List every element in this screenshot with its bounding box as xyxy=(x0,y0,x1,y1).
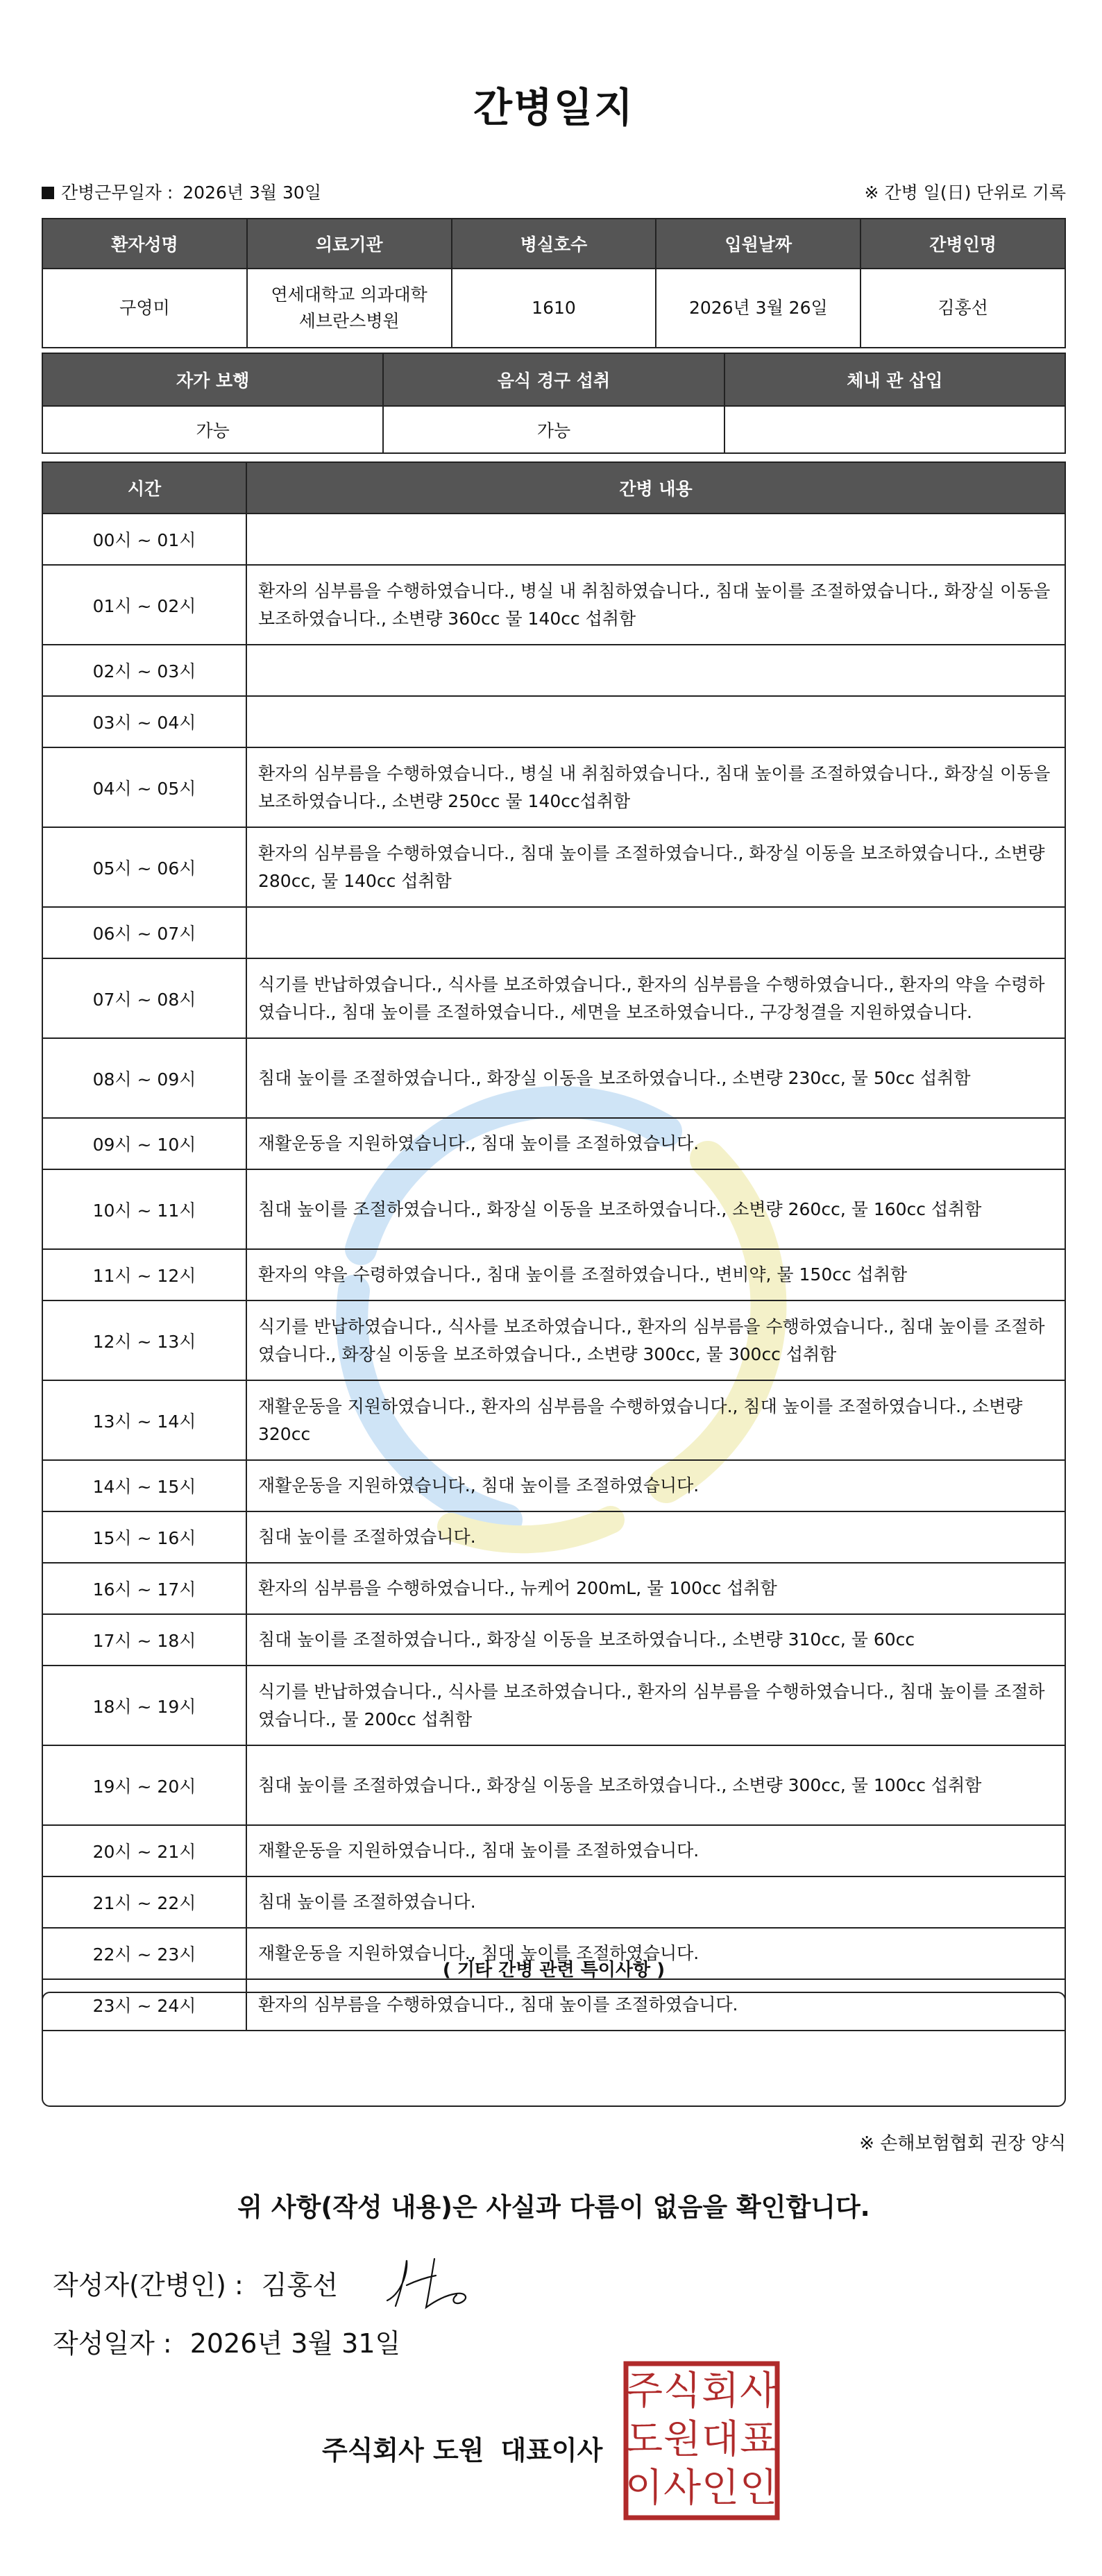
seal-character: 대 xyxy=(701,2417,740,2462)
log-content xyxy=(246,907,1065,958)
log-time: 04시 ~ 05시 xyxy=(42,747,246,827)
log-row xyxy=(42,907,1065,958)
log-content: 환자의 심부름을 수행하였습니다., 병실 내 취침하였습니다., 침대 높이를 조절하였습니다., 화장실 이동을 보조하였습니다., 소변량 250cc 물 140cc섭취함 xyxy=(246,747,1065,827)
company-line xyxy=(322,2429,619,2467)
log-content: 환자의 심부름을 수행하였습니다., 침대 높이를 조절하였습니다. xyxy=(246,1979,1065,2031)
seal-character: 이 xyxy=(625,2466,663,2511)
header-patient-name: 환자성명 xyxy=(42,219,247,269)
log-time: 09시 ~ 10시 xyxy=(42,1118,246,1169)
header-room: 병실호수 xyxy=(452,219,656,269)
header-tube: 체내 관 삽입 xyxy=(724,353,1065,406)
log-time: 00시 ~ 01시 xyxy=(42,514,246,565)
admit-date: 2026년 3월 26일 xyxy=(656,269,861,348)
written-date-line xyxy=(53,2322,400,2360)
log-time: 20시 ~ 21시 xyxy=(42,1825,246,1876)
hospital-line-1: 연세대학교 의과대학 xyxy=(271,285,427,305)
log-time: 15시 ~ 16시 xyxy=(42,1511,246,1563)
log-content: 재활운동을 지원하였습니다., 침대 높이를 조절하였습니다. xyxy=(246,1928,1065,1979)
company-seal xyxy=(623,2361,780,2520)
seal-character: 식 xyxy=(663,2369,702,2414)
confirm-statement: 위 사항(작성 내용)은 사실과 다름이 없음을 확인합니다. xyxy=(237,2192,870,2222)
page-title: 간병일지 xyxy=(473,84,635,131)
form-footnote: ※ 손해보험협회 권장 양식 xyxy=(859,2133,1066,2154)
log-row xyxy=(42,514,1065,565)
walking-status: 가능 xyxy=(42,406,383,453)
company-name: 주식회사 도원 xyxy=(322,2435,484,2466)
log-content: 침대 높이를 조절하였습니다., 화장실 이동을 보조하였습니다., 소변량 300cc, 물 100cc 섭취함 xyxy=(246,1745,1065,1825)
log-row xyxy=(42,1118,1065,1169)
log-time: 05시 ~ 06시 xyxy=(42,827,246,907)
log-row xyxy=(42,958,1065,1038)
log-content: 침대 높이를 조절하였습니다., 화장실 이동을 보조하였습니다., 소변량 260cc, 물 160cc 섭취함 xyxy=(246,1169,1065,1249)
log-time: 14시 ~ 15시 xyxy=(42,1460,246,1511)
log-content xyxy=(246,514,1065,565)
log-time: 12시 ~ 13시 xyxy=(42,1300,246,1380)
log-row xyxy=(42,1380,1065,1460)
special-notes-box[interactable] xyxy=(42,1992,1066,2107)
tube-status xyxy=(724,406,1065,453)
seal-character: 원 xyxy=(663,2417,702,2462)
unit-note: ※ 간병 일(日) 단위로 기록 xyxy=(864,183,1066,203)
log-content: 침대 높이를 조절하였습니다. xyxy=(246,1876,1065,1928)
log-row xyxy=(42,696,1065,747)
log-content: 재활운동을 지원하였습니다., 침대 높이를 조절하였습니다. xyxy=(246,1825,1065,1876)
header-oral-intake: 음식 경구 섭취 xyxy=(383,353,724,406)
log-row xyxy=(42,747,1065,827)
seal-character: 표 xyxy=(739,2417,778,2462)
log-row xyxy=(42,1460,1065,1511)
log-content: 식기를 반납하였습니다., 식사를 보조하였습니다., 환자의 심부름을 수행하였습니다., 침대 높이를 조절하였습니다., 화장실 이동을 보조하였습니다., 소변량 300cc, 물 300cc 섭취함 xyxy=(246,1300,1065,1380)
seal-character: 사 xyxy=(663,2466,702,2511)
log-content: 침대 높이를 조절하였습니다. xyxy=(246,1511,1065,1563)
patient-info-table xyxy=(42,218,1066,348)
log-row xyxy=(42,1300,1065,1380)
log-time: 02시 ~ 03시 xyxy=(42,645,246,696)
log-content: 식기를 반납하였습니다., 식사를 보조하였습니다., 환자의 심부름을 수행하였습니다., 침대 높이를 조절하였습니다., 물 200cc 섭취함 xyxy=(246,1666,1065,1745)
log-row xyxy=(42,1876,1065,1928)
seal-character: 도 xyxy=(625,2417,663,2462)
company-role: 대표이사 xyxy=(500,2435,603,2466)
log-row xyxy=(42,1614,1065,1666)
log-time: 17시 ~ 18시 xyxy=(42,1614,246,1666)
hospital-line-2: 세브란스병원 xyxy=(298,311,400,331)
log-content: 재활운동을 지원하였습니다., 침대 높이를 조절하였습니다. xyxy=(246,1460,1065,1511)
log-time: 11시 ~ 12시 xyxy=(42,1249,246,1300)
log-time: 19시 ~ 20시 xyxy=(42,1745,246,1825)
log-row xyxy=(42,1563,1065,1614)
log-time: 13시 ~ 14시 xyxy=(42,1380,246,1460)
seal-character: 사 xyxy=(739,2369,778,2414)
patient-status-table xyxy=(42,353,1066,454)
log-time: 03시 ~ 04시 xyxy=(42,696,246,747)
log-content: 침대 높이를 조절하였습니다., 화장실 이동을 보조하였습니다., 소변량 230cc, 물 50cc 섭취함 xyxy=(246,1038,1065,1118)
log-time: 22시 ~ 23시 xyxy=(42,1928,246,1979)
log-row xyxy=(42,1249,1065,1300)
work-date-label: 간병근무일자 : xyxy=(61,183,173,203)
patient-name: 구영미 xyxy=(42,269,247,348)
written-date-value: 2026년 3월 31일 xyxy=(189,2328,401,2359)
log-content xyxy=(246,645,1065,696)
seal-character: 주 xyxy=(625,2369,663,2414)
header-admit-date: 입원날짜 xyxy=(656,219,861,269)
log-content: 침대 높이를 조절하였습니다., 화장실 이동을 보조하였습니다., 소변량 310cc, 물 60cc xyxy=(246,1614,1065,1666)
log-row xyxy=(42,1038,1065,1118)
bullet-square-icon xyxy=(42,187,54,199)
log-row xyxy=(42,645,1065,696)
work-date xyxy=(42,179,321,204)
log-time: 18시 ~ 19시 xyxy=(42,1666,246,1745)
log-row xyxy=(42,1745,1065,1825)
writer-line xyxy=(53,2264,338,2302)
log-content: 환자의 심부름을 수행하였습니다., 침대 높이를 조절하였습니다., 화장실 이동을 보조하였습니다., 소변량 280cc, 물 140cc 섭취함 xyxy=(246,827,1065,907)
log-row xyxy=(42,1511,1065,1563)
log-row xyxy=(42,827,1065,907)
log-content: 환자의 약을 수령하였습니다., 침대 높이를 조절하였습니다., 변비약, 물 150cc 섭취함 xyxy=(246,1249,1065,1300)
header-caregiver: 간병인명 xyxy=(861,219,1065,269)
writer-label: 작성자(간병인) : xyxy=(53,2270,244,2300)
seal-character: 회 xyxy=(701,2369,740,2414)
log-row xyxy=(42,1825,1065,1876)
log-time: 16시 ~ 17시 xyxy=(42,1563,246,1614)
seal-character: 인 xyxy=(739,2466,778,2511)
log-row xyxy=(42,1666,1065,1745)
caregiver-name: 김홍선 xyxy=(861,269,1065,348)
oral-intake-status: 가능 xyxy=(383,406,724,453)
header-walking: 자가 보행 xyxy=(42,353,383,406)
log-time: 10시 ~ 11시 xyxy=(42,1169,246,1249)
log-time: 21시 ~ 22시 xyxy=(42,1876,246,1928)
log-content: 환자의 심부름을 수행하였습니다., 뉴케어 200mL, 물 100cc 섭취함 xyxy=(246,1563,1065,1614)
written-date-label: 작성일자 : xyxy=(53,2328,172,2359)
log-time: 08시 ~ 09시 xyxy=(42,1038,246,1118)
log-content: 재활운동을 지원하였습니다., 침대 높이를 조절하였습니다. xyxy=(246,1118,1065,1169)
special-notes-title: ( 기타 간병 관련 특이사항 ) xyxy=(442,1960,666,1981)
handwritten-signature xyxy=(380,2252,477,2314)
log-content: 식기를 반납하였습니다., 식사를 보조하였습니다., 환자의 심부름을 수행하였습니다., 환자의 약을 수령하였습니다., 침대 높이를 조절하였습니다., 세면을 보조하였습니다., 구강청결을 지원하였습니다. xyxy=(246,958,1065,1038)
log-time: 23시 ~ 24시 xyxy=(42,1979,246,2031)
log-time: 06시 ~ 07시 xyxy=(42,907,246,958)
room-number: 1610 xyxy=(452,269,656,348)
log-time: 07시 ~ 08시 xyxy=(42,958,246,1038)
log-content: 환자의 심부름을 수행하였습니다., 병실 내 취침하였습니다., 침대 높이를 조절하였습니다., 화장실 이동을 보조하였습니다., 소변량 360cc 물 140cc 섭취함 xyxy=(246,565,1065,645)
care-log-table xyxy=(42,461,1066,2031)
header-time: 시간 xyxy=(42,462,246,514)
log-row xyxy=(42,565,1065,645)
hospital-name xyxy=(247,269,452,348)
log-content xyxy=(246,696,1065,747)
log-content: 재활운동을 지원하였습니다., 환자의 심부름을 수행하였습니다., 침대 높이를 조절하였습니다., 소변량 320cc xyxy=(246,1380,1065,1460)
log-time: 01시 ~ 02시 xyxy=(42,565,246,645)
header-hospital: 의료기관 xyxy=(247,219,452,269)
work-date-value: 2026년 3월 30일 xyxy=(183,183,321,203)
log-row xyxy=(42,1169,1065,1249)
header-content: 간병 내용 xyxy=(246,462,1065,514)
seal-character: 인 xyxy=(701,2466,740,2511)
writer-name: 김홍선 xyxy=(261,2270,338,2300)
care-log-body xyxy=(42,514,1065,2031)
